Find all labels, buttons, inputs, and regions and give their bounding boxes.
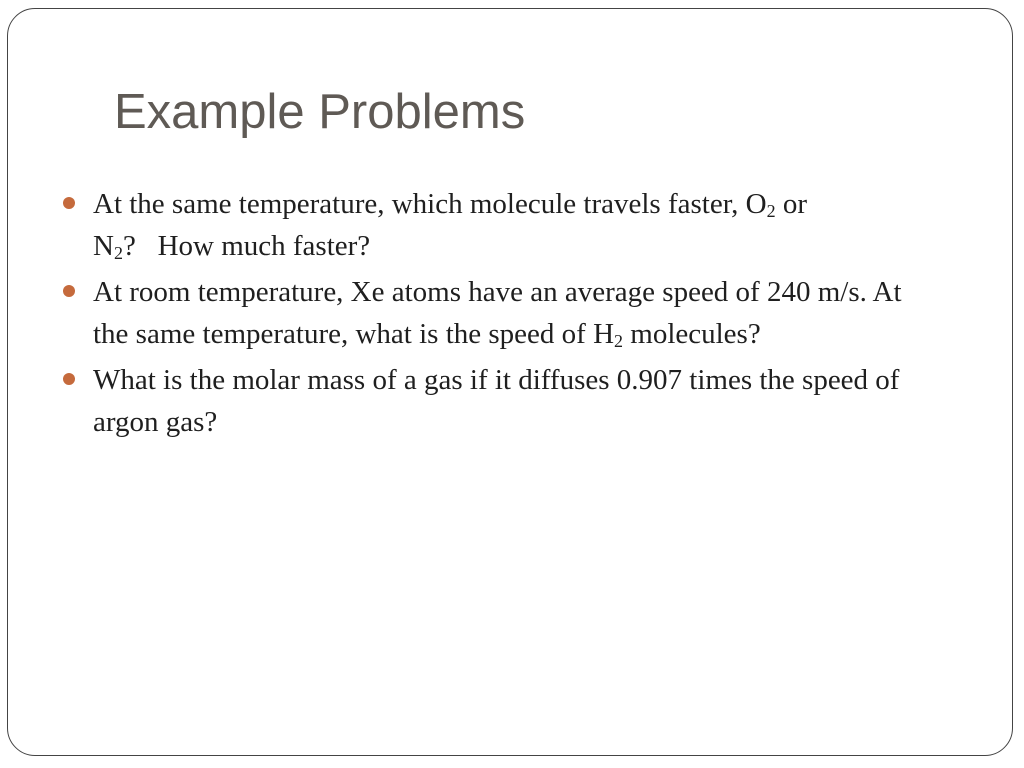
slide-title: Example Problems bbox=[114, 85, 526, 139]
bullet-text-3: What is the molar mass of a gas if it diffuses 0.907 times the speed of argon gas? bbox=[93, 364, 900, 438]
bullet-dot-icon bbox=[63, 373, 75, 385]
bullet-item-3 bbox=[60, 359, 940, 443]
bullet-list bbox=[60, 183, 940, 447]
bullet-item-2 bbox=[60, 271, 940, 355]
bullet-text-2: At room temperature, Xe atoms have an average speed of 240 m/s. At the same temperature, what is the speed of $H_2$ molecules? bbox=[93, 276, 902, 351]
bullet-text-1: At the same temperature, which molecule travels faster, $O_2$ or $N_2$? How much faster? bbox=[93, 188, 808, 263]
bullet-item-1 bbox=[60, 183, 940, 267]
bullet-dot-icon bbox=[63, 197, 75, 209]
bullet-dot-icon bbox=[63, 285, 75, 297]
